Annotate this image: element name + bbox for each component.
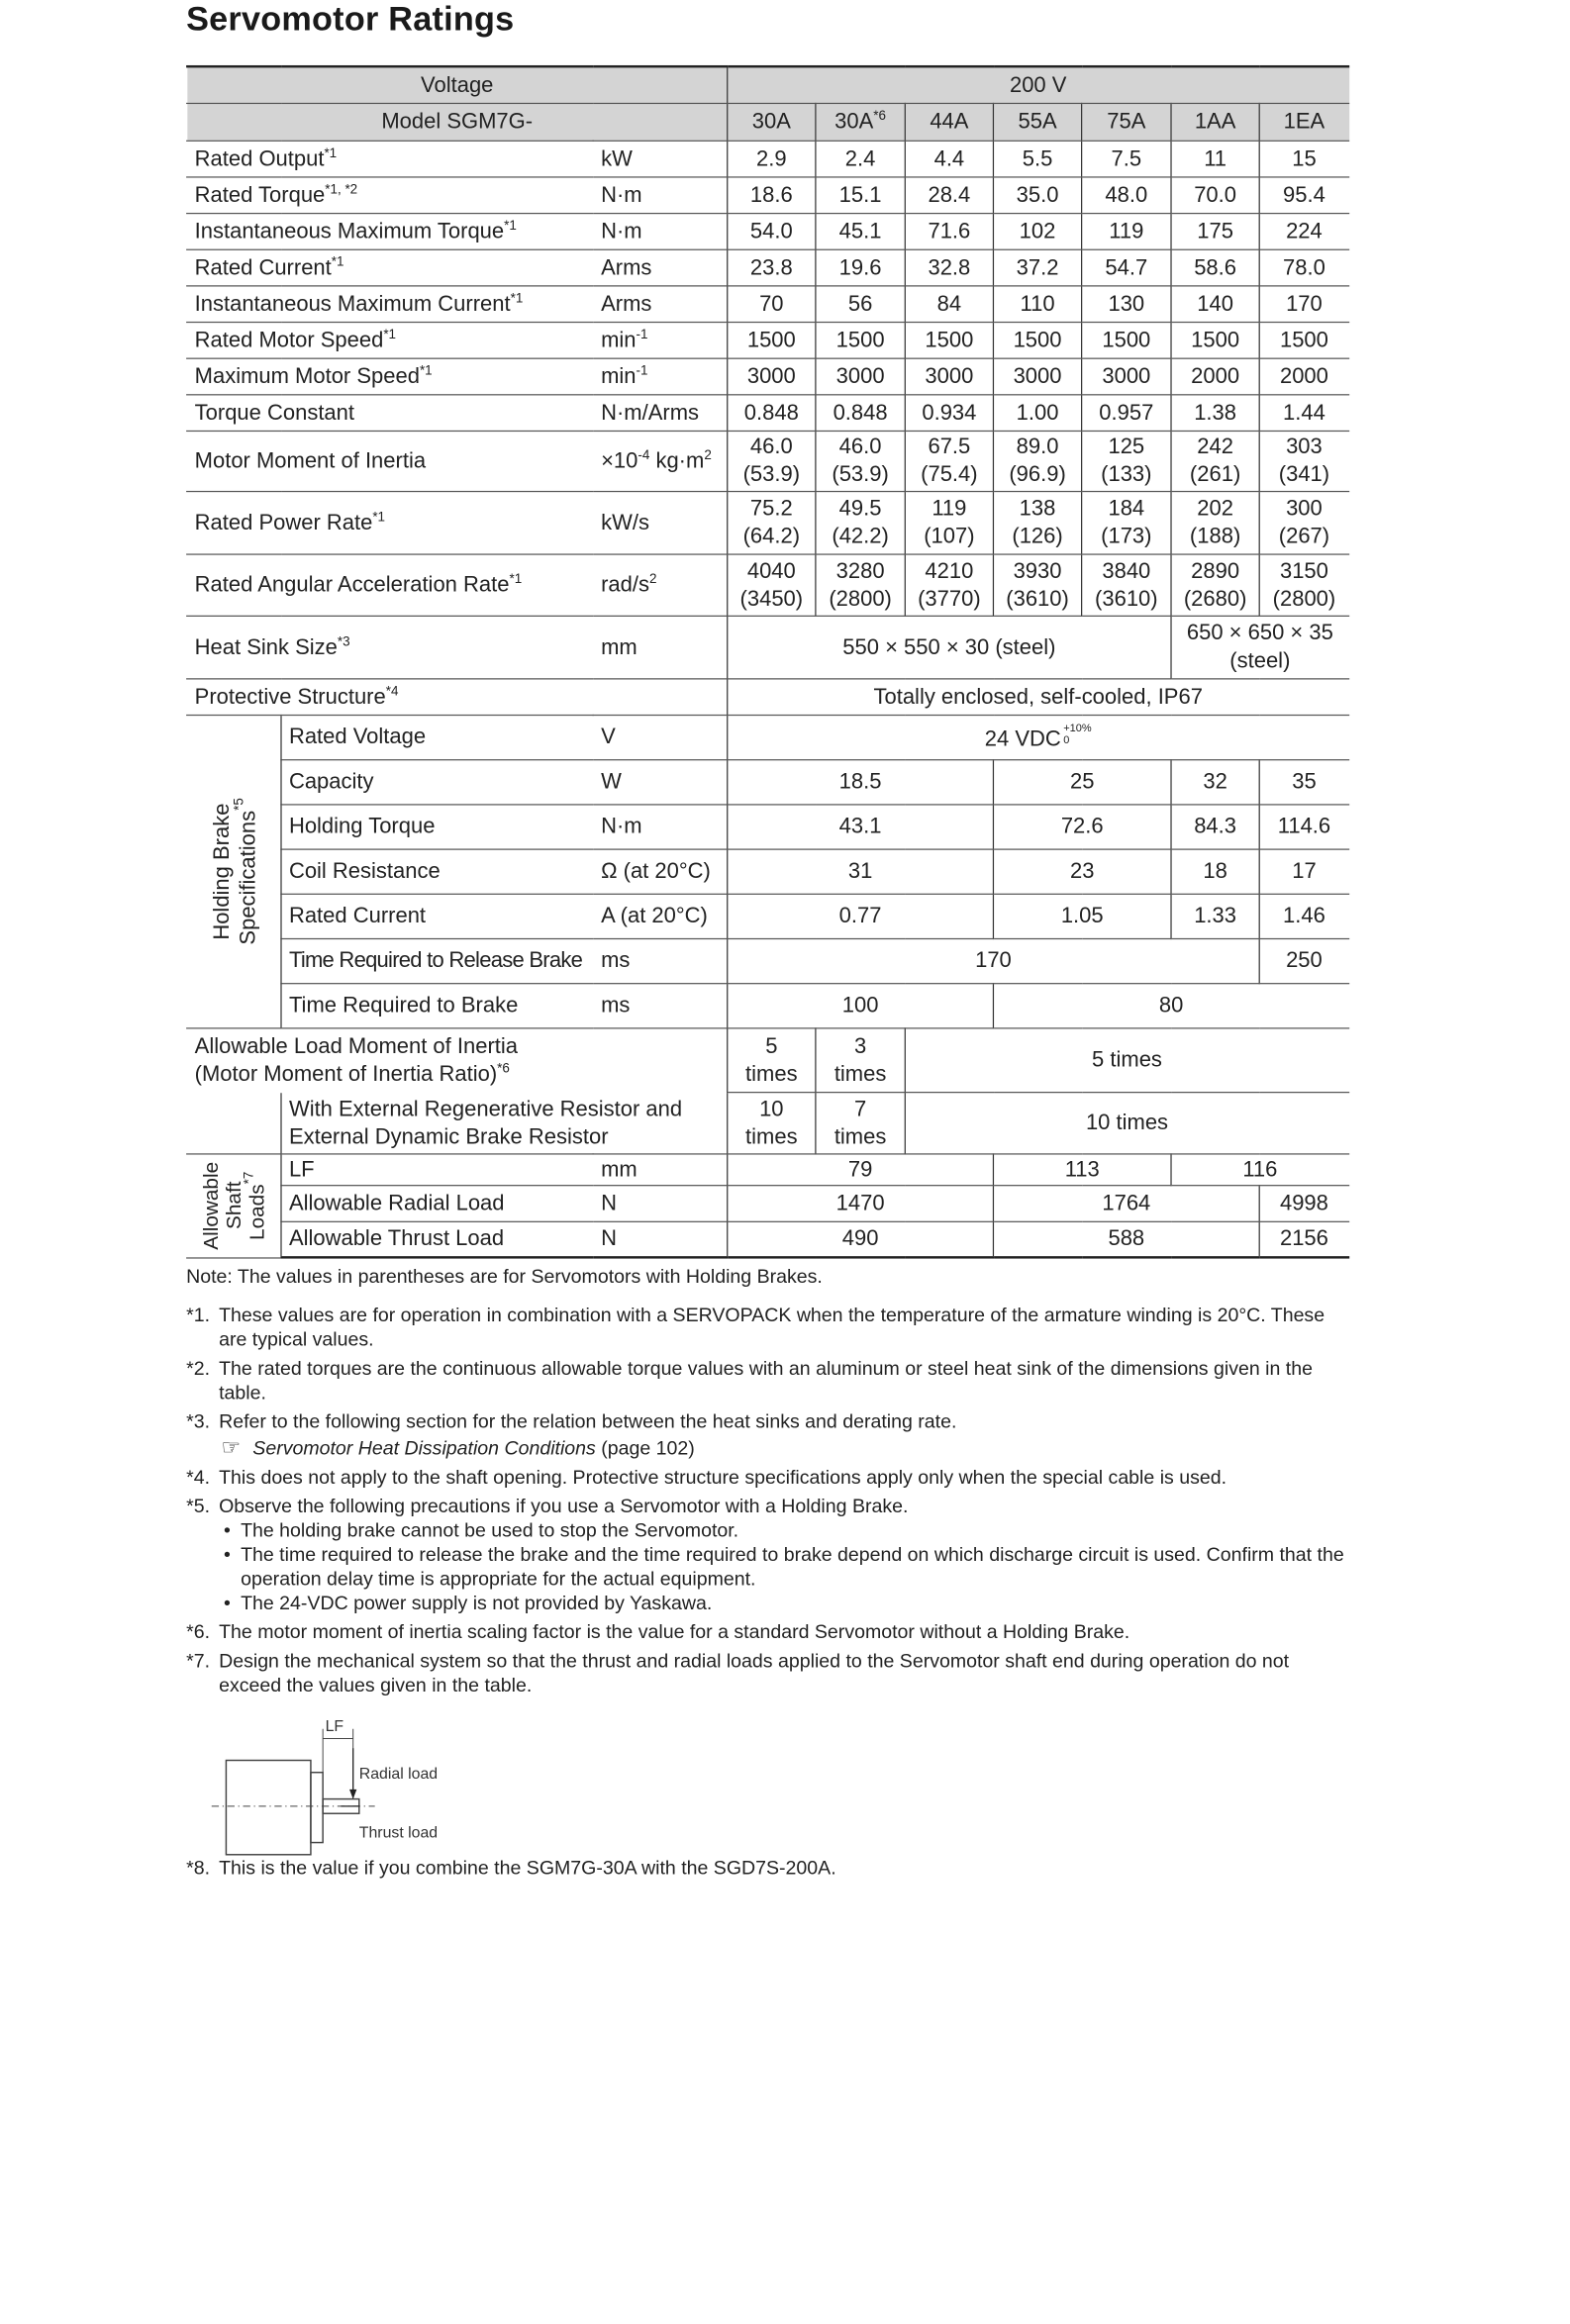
value-cell: 48.0	[1082, 176, 1171, 213]
brake-time-row	[187, 983, 1349, 1027]
row-label: Instantaneous Maximum Torque$^{*1}$	[187, 213, 593, 249]
value-cell: 72.6	[993, 804, 1171, 848]
value-cell: 300 (267)	[1259, 491, 1349, 554]
value-cell: 202 (188)	[1171, 491, 1259, 554]
value-cell: 80	[993, 983, 1348, 1027]
footnote-8-block	[186, 1857, 1347, 1886]
value-cell: 1.38	[1171, 394, 1259, 431]
note-text: Note: The values in parentheses are for Servomotors with Holding Brakes.	[186, 1267, 823, 1288]
value-cell: 113	[993, 1153, 1171, 1185]
value-cell: 17	[1259, 848, 1349, 893]
value-cell: 84	[905, 285, 993, 322]
value-cell: 3840 (3610)	[1082, 553, 1171, 615]
value-cell: 2000	[1171, 358, 1259, 395]
value-cell: 1764	[993, 1185, 1259, 1221]
value-cell: 18.5	[728, 759, 994, 804]
value-cell: 0.934	[905, 394, 993, 431]
footnote-6: *6. The motor moment of inertia scaling factor is the value for a standard Servomotor without a Holding Brake.	[186, 1622, 1130, 1644]
shaft-load-diagram	[206, 1714, 521, 1860]
value-cell: 71.6	[905, 213, 993, 249]
value-cell: 89.0 (96.9)	[993, 431, 1081, 491]
value-cell: 4998	[1259, 1185, 1349, 1221]
model-row	[187, 103, 1349, 141]
value-cell: 46.0 (53.9)	[728, 431, 816, 491]
value-cell: 67.5 (75.4)	[905, 431, 993, 491]
heat-sink-row	[187, 616, 1349, 679]
footnote-1: *1. These values are for operation in combination with a SERVOPACK when the temperature of the armature winding is 20°C. These are typical values.	[186, 1306, 1325, 1351]
value-cell: 18.6	[728, 176, 816, 213]
row-label: Rated Power Rate$^{*1}$	[187, 491, 593, 554]
value-cell: 1500	[993, 322, 1081, 358]
value-cell: 1.05	[993, 894, 1171, 938]
value-cell: 1500	[728, 322, 816, 358]
value-cell: 3000	[1082, 358, 1171, 395]
row-label: Rated Torque$^{*1, *2}$	[187, 176, 593, 213]
value-cell: 49.5 (42.2)	[816, 491, 905, 554]
footnotes	[186, 1266, 1347, 1703]
row-unit: $\times 10^{-4}$ $kg\cdot m^2$	[593, 431, 728, 491]
voltage-label: Voltage	[187, 66, 728, 103]
value-cell: 43.1	[728, 804, 994, 848]
spec-row	[187, 394, 1349, 431]
voltage-row	[187, 66, 1349, 103]
value-cell: 3000	[993, 358, 1081, 395]
lf-label: LF	[325, 1718, 344, 1736]
value-cell: 10 times	[905, 1092, 1348, 1153]
row-label: Time Required to Brake	[281, 983, 593, 1027]
row-label: Rated Voltage	[281, 715, 593, 759]
value-cell: 170	[728, 938, 1259, 983]
row-unit: $\min^{-1}$	[593, 322, 728, 358]
row-label: Rated Motor Speed$^{*1}$	[187, 322, 593, 358]
value-cell: 119	[1082, 213, 1171, 249]
row-label: Rated Angular Acceleration Rate$^{*1}$	[187, 553, 593, 615]
row-unit: Ω (at 20°C)	[593, 848, 728, 893]
value-cell: 4.4	[905, 141, 993, 177]
basic-rows	[187, 141, 1349, 431]
value-cell: 3 times	[816, 1027, 905, 1092]
shaft-group-label: Allowable Shaft Loads$^{*7}$	[187, 1153, 281, 1257]
row-unit: A (at 20°C)	[593, 894, 728, 938]
spec-row	[187, 322, 1349, 358]
row-label: Torque Constant	[187, 394, 593, 431]
shaft-lf-row	[187, 1153, 1349, 1185]
pointing-hand-icon: ☞	[221, 1434, 242, 1460]
value-cell: 10 times	[728, 1092, 816, 1153]
value-cell: 3930 (3610)	[993, 553, 1081, 615]
brake-release-row	[187, 938, 1349, 983]
row-label: Coil Resistance	[281, 848, 593, 893]
value-cell: 70.0	[1171, 176, 1259, 213]
value-cell: 0.848	[728, 394, 816, 431]
ratings-table	[186, 65, 1349, 1259]
row-unit: N	[593, 1221, 728, 1258]
brake-capacity-row	[187, 759, 1349, 804]
value-cell: 175	[1171, 213, 1259, 249]
value-cell: 119 (107)	[905, 491, 993, 554]
brake-voltage-row	[187, 715, 1349, 759]
shaft-thrust-row	[187, 1221, 1349, 1258]
value-cell: Totally enclosed, self-cooled, IP67	[728, 678, 1349, 715]
row-unit: W	[593, 759, 728, 804]
value-cell: 1.33	[1171, 894, 1259, 938]
row-label: Motor Moment of Inertia	[187, 431, 593, 491]
value-cell: 79	[728, 1153, 994, 1185]
value-cell: 138 (126)	[993, 491, 1081, 554]
row-label: Allowable Radial Load	[281, 1185, 593, 1221]
value-cell: 140	[1171, 285, 1259, 322]
row-unit: Arms	[593, 249, 728, 286]
value-cell: 224	[1259, 213, 1349, 249]
model-cell: 1EA	[1259, 103, 1349, 141]
thrust-load-label: Thrust load	[358, 1824, 439, 1842]
value-cell: 5.5	[993, 141, 1081, 177]
value-cell: 58.6	[1171, 249, 1259, 286]
value-cell: 588	[993, 1221, 1259, 1258]
value-cell: 35.0	[993, 176, 1081, 213]
row-label: Rated Current	[281, 894, 593, 938]
row-unit: ms	[593, 983, 728, 1027]
row-label: Rated Output$^{*1}$	[187, 141, 593, 177]
row-unit: rad/$s^2$	[593, 553, 728, 615]
value-cell: 32.8	[905, 249, 993, 286]
footnote-2: *2. The rated torques are the continuous allowable torque values with an aluminum or steel heat sink of the dimensions given in the table.	[186, 1358, 1313, 1404]
voltage-value: 200 V	[728, 66, 1349, 103]
row-unit: N·m	[593, 176, 728, 213]
page-title: Servomotor Ratings	[186, 0, 515, 38]
spec-row	[187, 285, 1349, 322]
value-cell: 11	[1171, 141, 1259, 177]
value-cell: 100	[728, 983, 994, 1027]
row-unit: mm	[593, 1153, 728, 1185]
value-cell: 15.1	[816, 176, 905, 213]
row-unit: $\min^{-1}$	[593, 358, 728, 395]
value-cell: 35	[1259, 759, 1349, 804]
power-rate-row	[187, 491, 1349, 554]
value-cell: 4210 (3770)	[905, 553, 993, 615]
model-cell: 44A	[905, 103, 993, 141]
model-label: Model SGM7G-	[187, 103, 728, 141]
model-cell: 30A	[728, 103, 816, 141]
value-cell: 4040 (3450)	[728, 553, 816, 615]
value-cell: 32	[1171, 759, 1259, 804]
value-cell: 23	[993, 848, 1171, 893]
protective-row	[187, 678, 1349, 715]
value-cell: 24 VDC +10% 0	[728, 715, 1349, 759]
radial-load-label: Radial load	[358, 1765, 439, 1783]
value-cell: 250	[1259, 938, 1349, 983]
value-cell: 110	[993, 285, 1081, 322]
value-cell: 3280 (2800)	[816, 553, 905, 615]
row-label: Capacity	[281, 759, 593, 804]
model-cell: 55A	[993, 103, 1081, 141]
cross-reference[interactable]: ☞ Servomotor Heat Dissipation Conditions (page 102)	[221, 1434, 695, 1460]
value-cell: 116	[1171, 1153, 1349, 1185]
accel-row	[187, 553, 1349, 615]
model-cell: $30A^{*6}$	[816, 103, 905, 141]
bullet-item: • The 24-VDC power supply is not provided by Yaskawa.	[219, 1593, 1347, 1616]
value-cell: 0.77	[728, 894, 994, 938]
brake-torque-row	[187, 804, 1349, 848]
row-unit: N	[593, 1185, 728, 1221]
value-cell: 95.4	[1259, 176, 1349, 213]
value-cell: 5 times	[728, 1027, 816, 1092]
value-cell: 84.3	[1171, 804, 1259, 848]
value-cell: 130	[1082, 285, 1171, 322]
value-cell: 102	[993, 213, 1081, 249]
value-cell: 78.0	[1259, 249, 1349, 286]
brake-current-row	[187, 894, 1349, 938]
value-cell: 0.848	[816, 394, 905, 431]
value-cell: 1500	[1082, 322, 1171, 358]
footnote-8: *8. This is the value if you combine the SGM7G-30A with the SGD7S-200A.	[186, 1858, 836, 1880]
value-cell: 28.4	[905, 176, 993, 213]
value-cell: 303 (341)	[1259, 431, 1349, 491]
value-cell: 114.6	[1259, 804, 1349, 848]
footnote-3: *3. Refer to the following section for the relation between the heat sinks and derating rate. ☞ Servomotor Heat Dissipation Conditions (page 102)	[186, 1410, 1347, 1461]
motor-body	[226, 1761, 311, 1855]
value-cell: 170	[1259, 285, 1349, 322]
row-label: Maximum Motor Speed$^{*1}$	[187, 358, 593, 395]
value-cell: 46.0 (53.9)	[816, 431, 905, 491]
spacer-cell	[187, 1092, 281, 1153]
row-unit: V	[593, 715, 728, 759]
load-inertia-row	[187, 1027, 1349, 1092]
value-cell: 1500	[1259, 322, 1349, 358]
row-unit: N·m/Arms	[593, 394, 728, 431]
spec-row	[187, 213, 1349, 249]
row-label: With External Regenerative Resistor and External Dynamic Brake Resistor	[281, 1092, 728, 1153]
value-cell: 1.46	[1259, 894, 1349, 938]
value-cell: 3000	[816, 358, 905, 395]
spec-row	[187, 358, 1349, 395]
inertia-row	[187, 431, 1349, 491]
model-cell: 1AA	[1171, 103, 1259, 141]
value-cell: 125 (133)	[1082, 431, 1171, 491]
value-cell: 1.00	[993, 394, 1081, 431]
value-cell: 650 × 650 × 35 (steel)	[1171, 616, 1349, 679]
value-cell: 2.4	[816, 141, 905, 177]
row-label: Time Required to Release Brake	[281, 938, 593, 983]
row-label: Rated Current$^{*1}$	[187, 249, 593, 286]
value-cell: 31	[728, 848, 994, 893]
value-cell: 2156	[1259, 1221, 1349, 1258]
radial-arrow-head	[349, 1790, 356, 1799]
row-unit: Arms	[593, 285, 728, 322]
row-label: Heat Sink Size$^{*3}$	[187, 616, 593, 679]
value-cell: 1500	[816, 322, 905, 358]
value-cell: 7 times	[816, 1092, 905, 1153]
row-unit: ms	[593, 938, 728, 983]
footnote-7: *7. Design the mechanical system so that the thrust and radial loads applied to the Servomotor shaft end during operation do not exceed the values given in the table.	[186, 1651, 1290, 1696]
value-cell: 45.1	[816, 213, 905, 249]
value-cell: 1.44	[1259, 394, 1349, 431]
value-cell: 3000	[728, 358, 816, 395]
shaft-radial-row	[187, 1185, 1349, 1221]
value-cell: 70	[728, 285, 816, 322]
value-cell: 54.0	[728, 213, 816, 249]
value-cell: 56	[816, 285, 905, 322]
value-cell: 54.7	[1082, 249, 1171, 286]
row-unit: mm	[593, 616, 728, 679]
value-cell: 0.957	[1082, 394, 1171, 431]
ext-resistor-row	[187, 1092, 1349, 1153]
spec-row	[187, 141, 1349, 177]
value-cell: 5 times	[905, 1027, 1348, 1092]
value-cell: 23.8	[728, 249, 816, 286]
model-cell: 75A	[1082, 103, 1171, 141]
brake-coil-row	[187, 848, 1349, 893]
value-cell: 37.2	[993, 249, 1081, 286]
value-cell: 3000	[905, 358, 993, 395]
value-cell: 550 × 550 × 30 (steel)	[728, 616, 1171, 679]
value-cell: 2.9	[728, 141, 816, 177]
brake-group-label: Holding Brake Specifications$^{*5}$	[187, 715, 281, 1027]
value-cell: 25	[993, 759, 1171, 804]
value-cell: 3150 (2800)	[1259, 553, 1349, 615]
value-cell: 75.2 (64.2)	[728, 491, 816, 554]
value-cell: 2000	[1259, 358, 1349, 395]
value-cell: 242 (261)	[1171, 431, 1259, 491]
row-unit: kW	[593, 141, 728, 177]
footnote-5: *5. Observe the following precautions if you use a Servomotor with a Holding Brake. • The holding brake cannot be used to stop the Servomotor. • The time required to release the brake and the time required to brake depend on which discharge circuit is used. Confirm that the operation delay time is appropriate for the actual equipment. • The 24-VDC power supply is not provided by Yaskawa.	[186, 1496, 1347, 1616]
value-cell: 490	[728, 1221, 994, 1258]
row-label: LF	[281, 1153, 593, 1185]
row-unit: N·m	[593, 213, 728, 249]
value-cell: 1500	[905, 322, 993, 358]
spec-row	[187, 176, 1349, 213]
row-label: Allowable Thrust Load	[281, 1221, 593, 1258]
value-cell: 1500	[1171, 322, 1259, 358]
row-label: Protective Structure$^{*4}$	[187, 678, 728, 715]
value-cell: 15	[1259, 141, 1349, 177]
value-cell: 7.5	[1082, 141, 1171, 177]
footnote-4: *4. This does not apply to the shaft opening. Protective structure specifications apply only when the special cable is used.	[186, 1467, 1227, 1489]
bullet-item: • The time required to release the brake and the time required to brake depend on which discharge circuit is used. Confirm that the operation delay time is appropriate for the actual equipment.	[219, 1544, 1347, 1593]
value-cell: 184 (173)	[1082, 491, 1171, 554]
value-cell: 19.6	[816, 249, 905, 286]
row-label: Allowable Load Moment of Inertia (Motor Moment of Inertia Ratio)$^{*6}$	[187, 1027, 728, 1092]
row-unit: N·m	[593, 804, 728, 848]
row-label: Instantaneous Maximum Current$^{*1}$	[187, 285, 593, 322]
row-unit: kW/s	[593, 491, 728, 554]
motor-flange	[311, 1773, 323, 1843]
value-cell: 1470	[728, 1185, 994, 1221]
value-cell: 18	[1171, 848, 1259, 893]
value-cell: 2890 (2680)	[1171, 553, 1259, 615]
bullet-item: • The holding brake cannot be used to stop the Servomotor.	[219, 1519, 1347, 1543]
spec-row	[187, 249, 1349, 286]
row-label: Holding Torque	[281, 804, 593, 848]
